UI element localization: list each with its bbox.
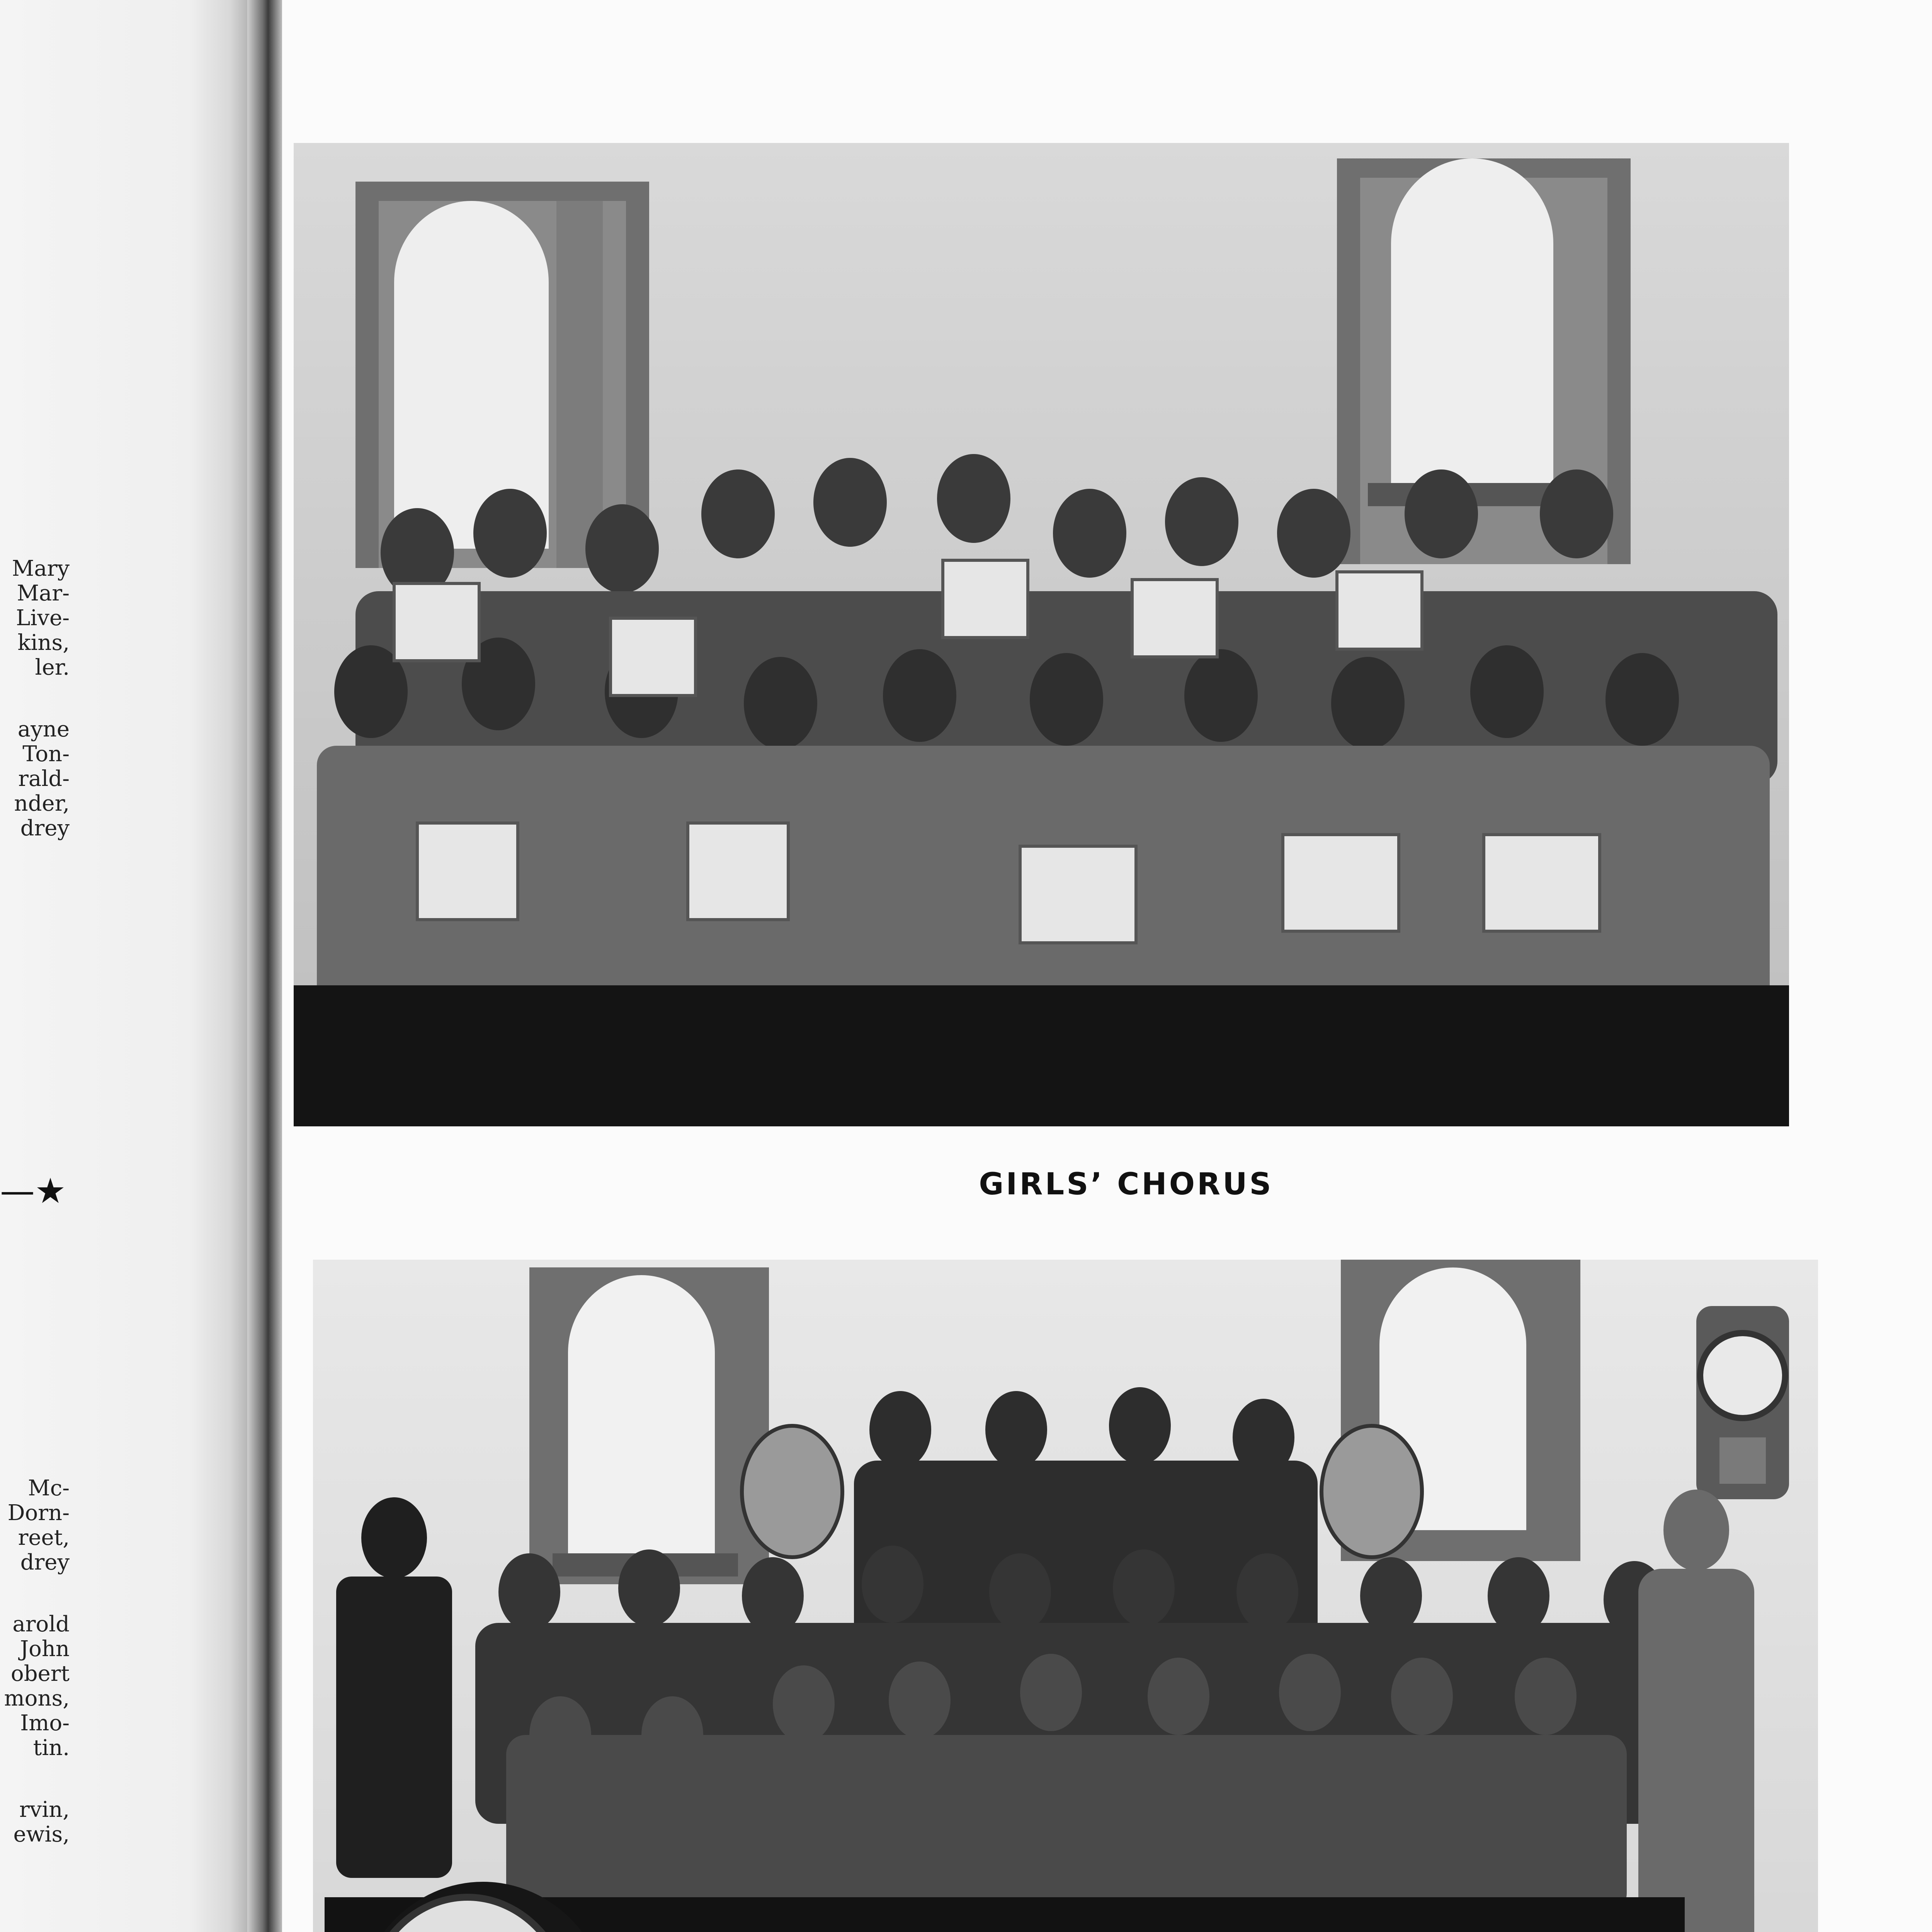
left-text-line: Ton- xyxy=(22,742,70,767)
left-text-line: Imo- xyxy=(20,1711,70,1736)
left-page-text-upper xyxy=(0,556,70,878)
left-text-block-5 xyxy=(0,1798,70,1847)
left-text-line: Live- xyxy=(16,605,70,631)
left-text-line: mons, xyxy=(4,1686,70,1711)
band-photo-illustration xyxy=(313,1260,1818,1932)
left-text-line: nder, xyxy=(14,791,70,816)
left-text-line: John xyxy=(20,1636,70,1662)
left-text-line: drey xyxy=(20,1550,70,1575)
left-text-block-4 xyxy=(0,1612,70,1760)
left-text-line: obert xyxy=(11,1661,70,1686)
left-text-line: Mar- xyxy=(17,581,70,606)
left-text-line: Mc- xyxy=(28,1476,70,1501)
left-text-line: kins, xyxy=(17,630,70,655)
left-text-block-3 xyxy=(0,1476,70,1575)
left-text-line: Mary xyxy=(12,556,70,581)
wall-clock xyxy=(1696,1306,1789,1499)
left-text-line: arold xyxy=(12,1612,70,1637)
left-page-text-lower xyxy=(0,1476,70,1884)
left-text-block-2 xyxy=(0,717,70,841)
book-gutter xyxy=(247,0,282,1932)
left-text-line: reet, xyxy=(18,1525,70,1550)
band-photo xyxy=(313,1260,1818,1932)
left-text-line: tin. xyxy=(33,1735,70,1760)
left-text-block-1 xyxy=(0,556,70,680)
left-text-line: Dorn- xyxy=(7,1500,70,1526)
left-text-line: drey xyxy=(20,816,70,841)
star-ornament: —★ xyxy=(0,1171,66,1211)
left-text-line: rald- xyxy=(18,766,70,791)
girls-chorus-photo xyxy=(294,143,1789,1126)
girls-chorus-photo-illustration xyxy=(294,143,1789,1126)
left-text-line: rvin, xyxy=(19,1797,70,1822)
girls-chorus-caption: GIRLS’ CHORUS xyxy=(979,1167,1274,1202)
left-text-line: ler. xyxy=(35,655,70,680)
window-left xyxy=(529,1267,769,1584)
left-text-line: ayne xyxy=(17,717,70,742)
left-text-line: ewis, xyxy=(13,1822,70,1847)
